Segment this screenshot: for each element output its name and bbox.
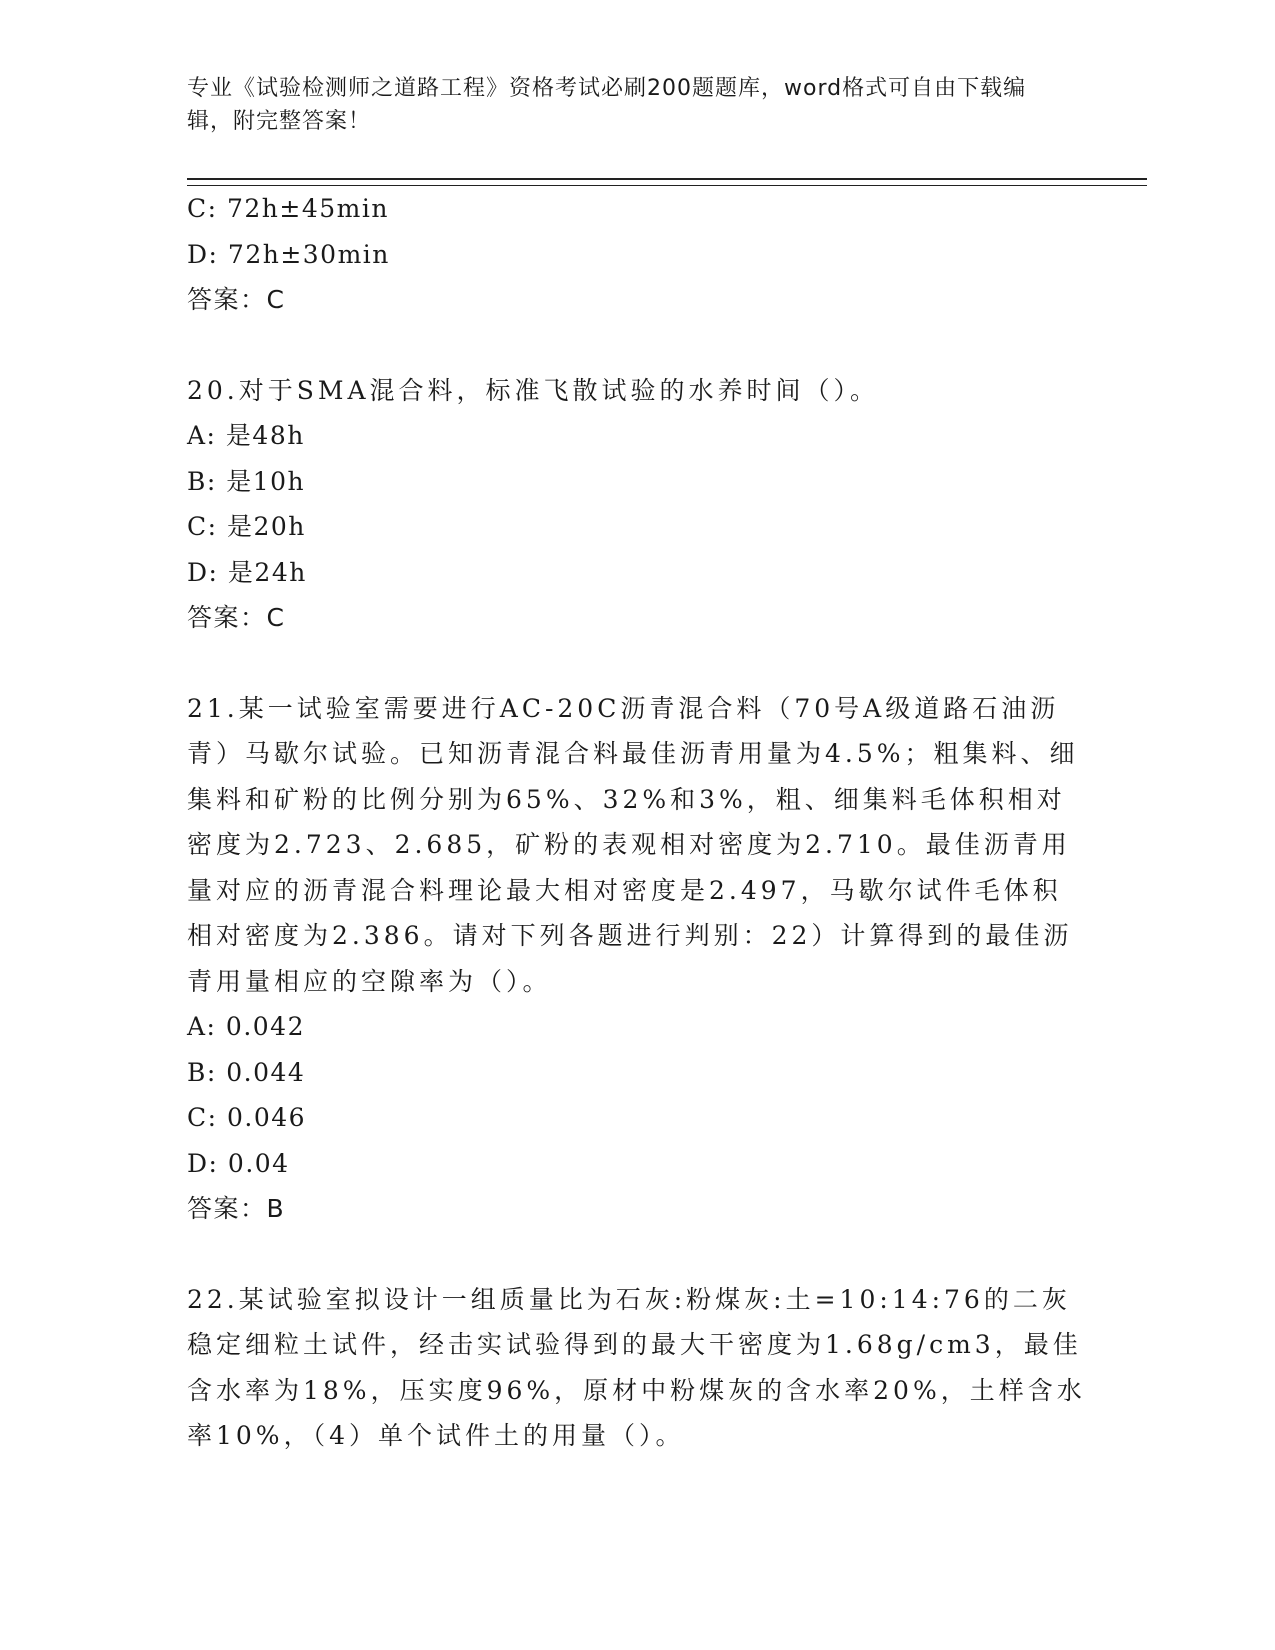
option-a: A: 0.042 xyxy=(187,1012,305,1041)
answer-line: 答案：C xyxy=(187,603,286,632)
question-text: 22.某试验室拟设计一组质量比为石灰:粉煤灰:土=10:14:76的二灰稳定细粒土试件，经击实试验得到的最大干密度为1.68g/cm3，最佳含水率为18%，压实度96%，原材中粉煤灰的含水率20%，土样含水率10%，（4）单个试件土的用量（）。 xyxy=(187,1284,1086,1450)
question-text: 20.对于SMA混合料，标准飞散试验的水养时间（）。 xyxy=(187,375,880,405)
option-a: A: 是48h xyxy=(187,421,305,450)
header-divider xyxy=(187,178,1147,186)
option-c: C: 是20h xyxy=(187,512,306,541)
question-20 xyxy=(187,368,1147,641)
option-b: B: 0.044 xyxy=(187,1057,306,1087)
option-c: C: 72h±45min xyxy=(187,194,389,223)
document-header: 专业《试验检测师之道路工程》资格考试必刷200题题库，word格式可自由下载编辑，附完整答案！ xyxy=(187,76,1027,134)
question-21 xyxy=(187,686,1147,1232)
document-page xyxy=(187,72,1147,1459)
option-b: B: 是10h xyxy=(187,466,306,496)
question-22 xyxy=(187,1277,1147,1459)
option-d: D: 72h±30min xyxy=(187,239,390,269)
option-d: D: 0.04 xyxy=(187,1148,290,1178)
prev-question-tail xyxy=(187,186,1147,323)
option-d: D: 是24h xyxy=(187,557,307,587)
answer-line: 答案：B xyxy=(187,1194,286,1223)
option-c: C: 0.046 xyxy=(187,1103,307,1132)
question-text: 21.某一试验室需要进行AC-20C沥青混合料（70号A级道路石油沥青）马歇尔试验。已知沥青混合料最佳沥青用量为4.5%；粗集料、细集料和矿粉的比例分别为65%、32%和3%，粗、细集料毛体积相对密度为2.723、2.685，矿粉的表观相对密度为2.710。最佳沥青用量对应的沥青混合料理论最大相对密度是2.497，马歇尔试件毛体积相对密度为2.386。请对下列各题进行判别：22）计算得到的最佳沥青用量相应的空隙率为（）。 xyxy=(187,693,1079,996)
answer-line: 答案：C xyxy=(187,285,286,314)
